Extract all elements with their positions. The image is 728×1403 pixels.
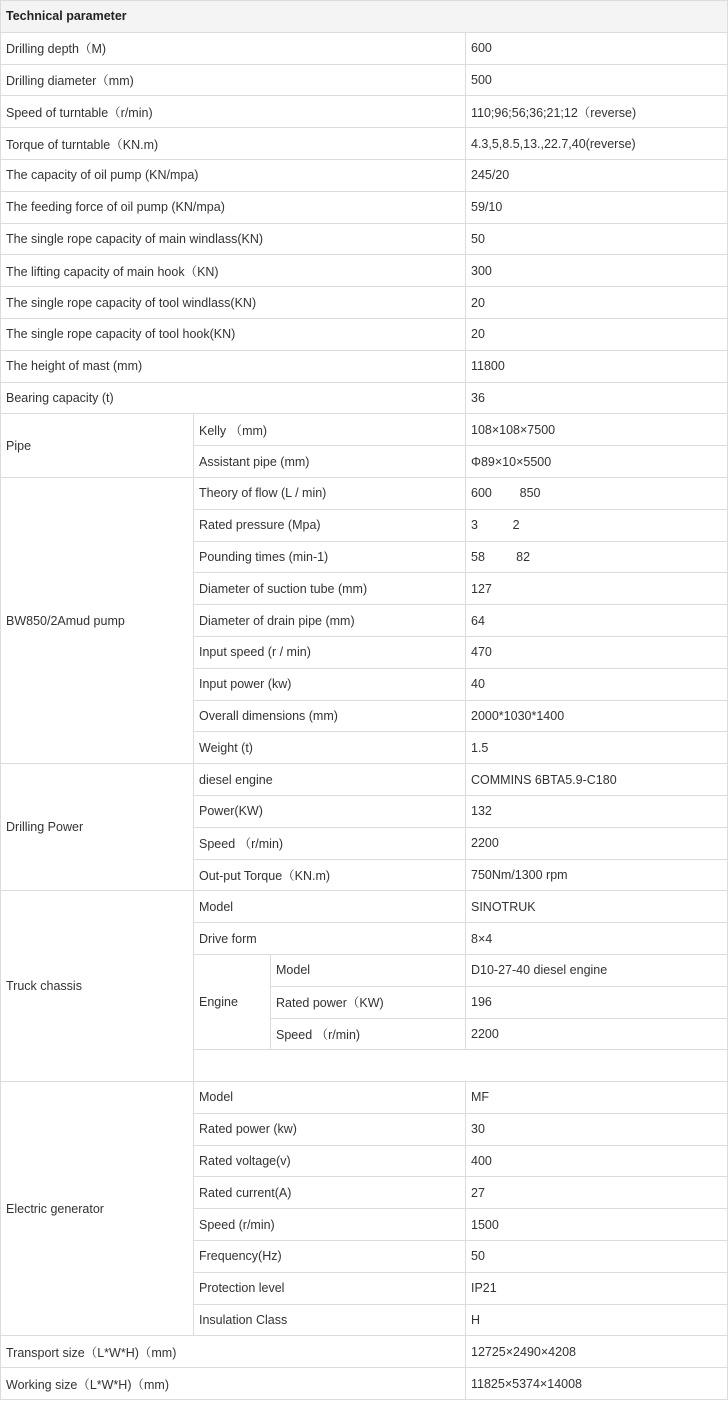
- param-value: 750Nm/1300 rpm: [466, 859, 728, 891]
- table-row: [1, 64, 728, 96]
- table-row: [1, 32, 728, 64]
- table-row: [1, 891, 728, 923]
- param-label: Out-put Torque（KN.m): [194, 859, 466, 891]
- param-label: The lifting capacity of main hook（KN): [1, 255, 466, 287]
- param-value: 108×108×7500: [466, 414, 728, 446]
- param-label: Model: [271, 954, 466, 986]
- table-row: [1, 1368, 728, 1400]
- group-label-generator: Electric generator: [1, 1082, 194, 1336]
- table-row: [1, 382, 728, 414]
- param-label: The feeding force of oil pump (KN/mpa): [1, 191, 466, 223]
- param-value: 300: [466, 255, 728, 287]
- param-label: Frequency(Hz): [194, 1241, 466, 1273]
- table-row: [1, 477, 728, 509]
- param-value: 127: [466, 573, 728, 605]
- param-label: Model: [194, 891, 466, 923]
- empty-cell: [194, 1050, 728, 1082]
- table-row: [1, 191, 728, 223]
- param-label: Speed of turntable（r/min): [1, 96, 466, 128]
- param-label: Insulation Class: [194, 1304, 466, 1336]
- param-label: The capacity of oil pump (KN/mpa): [1, 159, 466, 191]
- param-value: 132: [466, 795, 728, 827]
- param-label: Diameter of suction tube (mm): [194, 573, 466, 605]
- engine-label: Engine: [194, 954, 271, 1049]
- param-label: Rated power (kw): [194, 1113, 466, 1145]
- param-value: 600: [466, 32, 728, 64]
- param-value: 27: [466, 1177, 728, 1209]
- param-value: 196: [466, 986, 728, 1018]
- table-row: [1, 318, 728, 350]
- table-row: [1, 128, 728, 160]
- param-value: 400: [466, 1145, 728, 1177]
- param-label: Kelly （mm): [194, 414, 466, 446]
- param-value: 11800: [466, 350, 728, 382]
- param-label: Drilling diameter（mm): [1, 64, 466, 96]
- param-label: Theory of flow (L / min): [194, 477, 466, 509]
- param-value: 20: [466, 318, 728, 350]
- param-label: Drive form: [194, 923, 466, 955]
- table-row: [1, 287, 728, 319]
- group-label-pipe: Pipe: [1, 414, 194, 478]
- param-value: 40: [466, 668, 728, 700]
- param-value: 50: [466, 223, 728, 255]
- param-label: Drilling depth（M): [1, 32, 466, 64]
- param-value: SINOTRUK: [466, 891, 728, 923]
- param-label: Speed （r/min): [194, 827, 466, 859]
- param-label: Input speed (r / min): [194, 636, 466, 668]
- param-value: 59/10: [466, 191, 728, 223]
- table-row: [1, 414, 728, 446]
- param-label: Working size（L*W*H)（mm): [1, 1368, 466, 1400]
- param-value: 245/20: [466, 159, 728, 191]
- param-value: 110;96;56;36;21;12（reverse): [466, 96, 728, 128]
- param-value: 2000*1030*1400: [466, 700, 728, 732]
- param-label: Rated power（KW): [271, 986, 466, 1018]
- param-value: H: [466, 1304, 728, 1336]
- param-label: The single rope capacity of main windlass(KN): [1, 223, 466, 255]
- param-value: 50: [466, 1241, 728, 1273]
- param-label: diesel engine: [194, 764, 466, 796]
- param-value: 11825×5374×14008: [466, 1368, 728, 1400]
- param-value: 36: [466, 382, 728, 414]
- param-label: Assistant pipe (mm): [194, 446, 466, 478]
- param-label: Speed （r/min): [271, 1018, 466, 1050]
- group-label-drilling-power: Drilling Power: [1, 764, 194, 891]
- param-value: 1.5: [466, 732, 728, 764]
- param-label: Diameter of drain pipe (mm): [194, 605, 466, 637]
- param-label: Model: [194, 1082, 466, 1114]
- param-label: Rated pressure (Mpa): [194, 509, 466, 541]
- param-value: 64: [466, 605, 728, 637]
- param-value: 470: [466, 636, 728, 668]
- table-row: [1, 1082, 728, 1114]
- param-value: 2200: [466, 827, 728, 859]
- param-value: 500: [466, 64, 728, 96]
- param-label: Rated current(A): [194, 1177, 466, 1209]
- param-label: The single rope capacity of tool hook(KN): [1, 318, 466, 350]
- table-row: [1, 96, 728, 128]
- param-label: Input power (kw): [194, 668, 466, 700]
- param-value: 58 82: [466, 541, 728, 573]
- param-label: Power(KW): [194, 795, 466, 827]
- table-row: [1, 223, 728, 255]
- param-value: 12725×2490×4208: [466, 1336, 728, 1368]
- table-row: [1, 350, 728, 382]
- table-header-row: [1, 1, 728, 33]
- table-title: Technical parameter: [1, 1, 728, 33]
- param-value: D10-27-40 diesel engine: [466, 954, 728, 986]
- param-value: IP21: [466, 1272, 728, 1304]
- param-value: 8×4: [466, 923, 728, 955]
- param-label: Transport size（L*W*H)（mm): [1, 1336, 466, 1368]
- table-row: [1, 255, 728, 287]
- param-label: The height of mast (mm): [1, 350, 466, 382]
- param-value: Φ89×10×5500: [466, 446, 728, 478]
- param-label: Overall dimensions (mm): [194, 700, 466, 732]
- param-value: 2200: [466, 1018, 728, 1050]
- param-label: Rated voltage(v): [194, 1145, 466, 1177]
- param-label: Pounding times (min-1): [194, 541, 466, 573]
- table-row: [1, 159, 728, 191]
- param-value: 4.3,5,8.5,13.,22.7,40(reverse): [466, 128, 728, 160]
- group-label-truck-chassis: Truck chassis: [1, 891, 194, 1082]
- param-value: 20: [466, 287, 728, 319]
- param-label: The single rope capacity of tool windlass(KN): [1, 287, 466, 319]
- param-value: COMMINS 6BTA5.9-C180: [466, 764, 728, 796]
- param-value: MF: [466, 1082, 728, 1114]
- param-label: Torque of turntable（KN.m): [1, 128, 466, 160]
- param-label: Weight (t): [194, 732, 466, 764]
- param-value: 600 850: [466, 477, 728, 509]
- param-label: Speed (r/min): [194, 1209, 466, 1241]
- table-row: [1, 1336, 728, 1368]
- param-label: Bearing capacity (t): [1, 382, 466, 414]
- param-value: 1500: [466, 1209, 728, 1241]
- table-row: [1, 764, 728, 796]
- param-value: 30: [466, 1113, 728, 1145]
- param-value: 3 2: [466, 509, 728, 541]
- group-label-mud-pump: BW850/2Amud pump: [1, 477, 194, 763]
- param-label: Protection level: [194, 1272, 466, 1304]
